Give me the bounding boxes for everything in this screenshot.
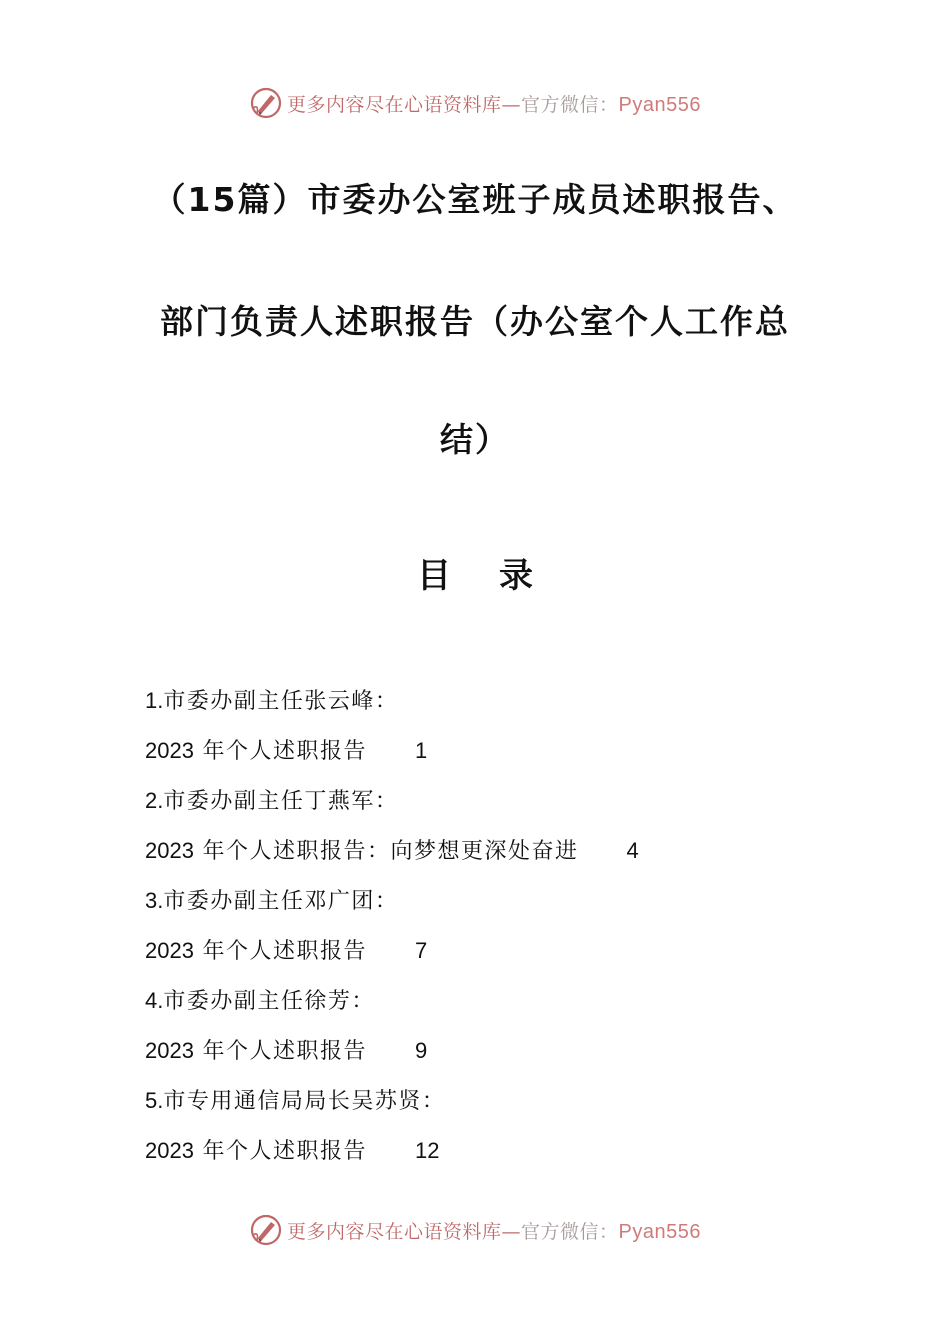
toc-page-number: 12 (414, 1138, 440, 1163)
toc-entry-name[interactable]: 2.市委办副主任丁燕军： (145, 788, 399, 814)
document-title-line-3: 结） (440, 420, 510, 459)
toc-page-number: 1 (414, 738, 428, 763)
toc-entry-title[interactable]: 2023 年个人述职报告 7 (145, 932, 845, 982)
footer-banner (0, 1210, 950, 1250)
toc-page-number: 4 (626, 838, 639, 863)
toc-entry-title[interactable]: 2023 年个人述职报告 9 (145, 1032, 845, 1082)
toc-page-number: 9 (414, 1038, 428, 1063)
document-title-line-1: （15篇）市委办公室班子成员述职报告、 (152, 180, 798, 219)
toc-entry-title[interactable]: 2023 年个人述职报告 12 (145, 1132, 845, 1182)
toc-heading: 目 录 (417, 556, 533, 596)
pen-logo-icon (249, 86, 283, 120)
table-of-contents (145, 682, 845, 1182)
banner-text: 更多内容尽在心语资料库—官方微信：Pyan556 (287, 93, 701, 116)
toc-entry-name[interactable]: 3.市委办副主任邓广团： (145, 888, 399, 914)
toc-entry-name[interactable]: 1.市委办副主任张云峰： (145, 688, 399, 714)
toc-entry-title[interactable]: 2023 年个人述职报告 1 (145, 732, 845, 782)
toc-page-number: 7 (414, 938, 428, 963)
banner-text: 更多内容尽在心语资料库—官方微信：Pyan556 (287, 1220, 701, 1243)
document-title-line-2: 部门负责人述职报告（办公室个人工作总 (160, 302, 790, 341)
toc-entry-name[interactable]: 5.市专用通信局局长吴苏贤： (145, 1088, 446, 1114)
toc-entry-name[interactable]: 4.市委办副主任徐芳： (145, 988, 375, 1014)
pen-logo-icon (249, 1213, 283, 1247)
toc-entry-title[interactable]: 2023 年个人述职报告：向梦想更深处奋进 4 (145, 832, 845, 882)
header-banner (0, 83, 950, 123)
